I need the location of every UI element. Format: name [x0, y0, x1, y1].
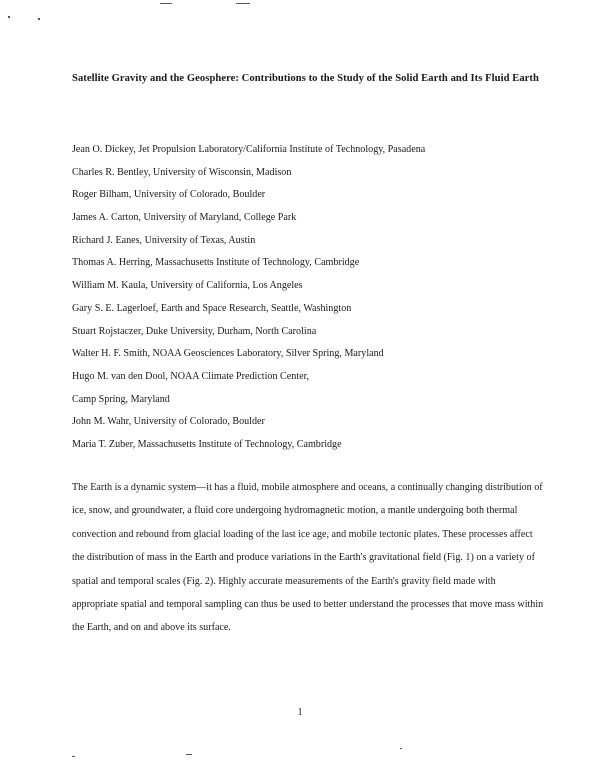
author-line: Charles R. Bentley, University of Wisconsin, Madison	[72, 166, 292, 178]
author-line: Roger Bilham, University of Colorado, Boulder	[72, 189, 266, 201]
scan-speck	[400, 748, 402, 749]
abstract-paragraph: The Earth is a dynamic system—it has a fluid, mobile atmosphere and oceans, a continually changing distribution of ice, snow, and groundwater, a fluid core undergoing hydromagnetic motion, a mantle undergoing both thermal convection and rebound from glacial loading of the last ice age, and mobile tectonic plates. These processes affect the distribution of mass in the Earth and produce variations in the Earth's gravitational field (Fig. 1) on a variety of spatial and temporal scales (Fig. 2). Highly accurate measurements of the Earth's gravity field made with appropriate spatial and temporal sampling can thus be used to better understand the processes that move mass within the Earth, and on and above its surface.	[72, 482, 544, 634]
paper-title: Satellite Gravity and the Geosphere: Contributions to the Study of the Solid Earth and Its Fluid Earth	[72, 73, 539, 84]
author-line: Jean O. Dickey, Jet Propulsion Laboratory/California Institute of Technology, Pasadena	[72, 144, 426, 155]
author-line: Hugo M. van den Dool, NOAA Climate Prediction Center,	[72, 370, 310, 382]
scan-speck	[72, 756, 75, 757]
page-number: 1	[297, 707, 303, 718]
author-line: Stuart Rojstaczer, Duke University, Durham, North Carolina	[72, 325, 317, 337]
author-line: Camp Spring, Maryland	[72, 393, 170, 405]
scan-speck	[8, 16, 10, 18]
author-line: James A. Carton, University of Maryland, College Park	[72, 212, 297, 224]
author-list	[72, 139, 572, 457]
author-line: Maria T. Zuber, Massachusetts Institute of Technology, Cambridge	[72, 438, 342, 450]
author-line: Gary S. E. Lagerloef, Earth and Space Research, Seattle, Washington	[72, 302, 352, 314]
scan-speck	[186, 754, 192, 755]
scan-speck	[236, 3, 250, 4]
author-line: John M. Wahr, University of Colorado, Boulder	[72, 416, 265, 428]
author-line: Thomas A. Herring, Massachusetts Institute of Technology, Cambridge	[72, 257, 360, 269]
author-line: Richard J. Eanes, University of Texas, Austin	[72, 234, 256, 246]
scan-speck	[38, 18, 40, 20]
author-line: William M. Kaula, University of California, Los Angeles	[72, 280, 303, 292]
author-line: Walter H. F. Smith, NOAA Geosciences Laboratory, Silver Spring, Maryland	[72, 348, 384, 360]
scan-speck	[160, 3, 172, 4]
